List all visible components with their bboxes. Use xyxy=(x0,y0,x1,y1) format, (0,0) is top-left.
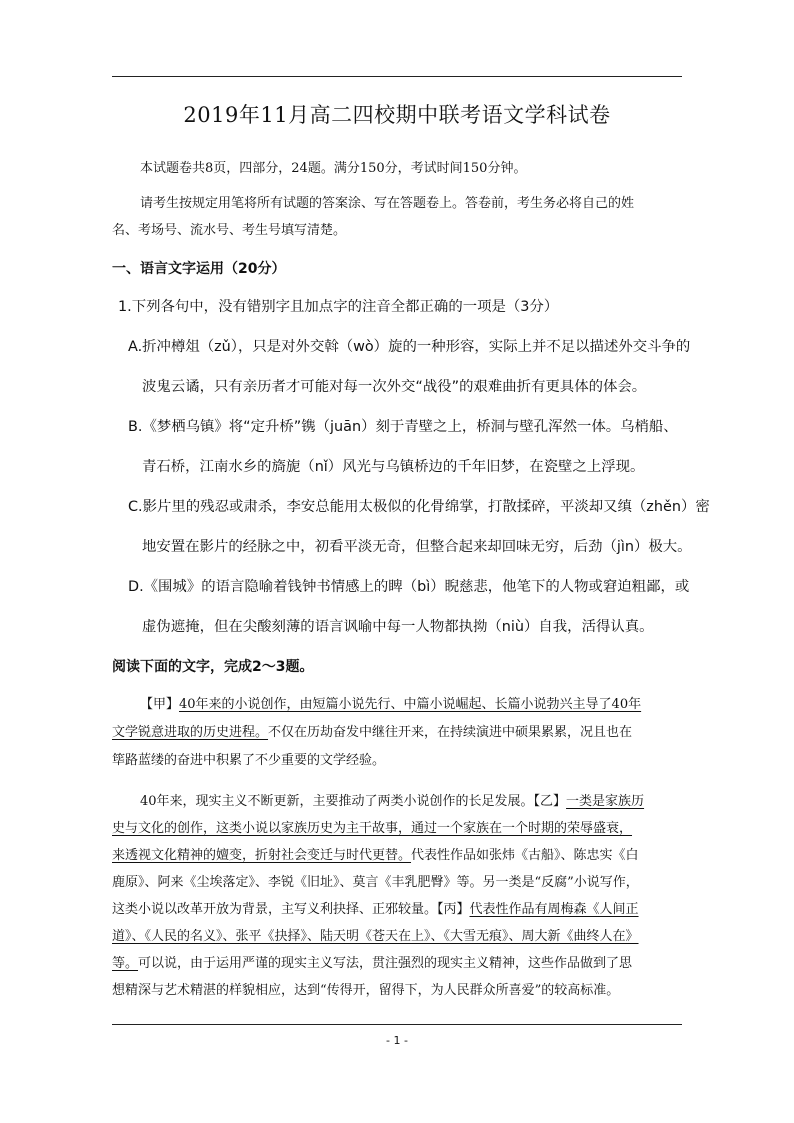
underlined-sentence-jia-end: 文学锐意进取的历史进程。 xyxy=(112,725,269,740)
underlined-sentence-yi: 史与文化的创作，这类小说以家族历史为主干故事，通过一个家族在一个时期的荣辱盛衰， xyxy=(112,821,633,836)
underlined-sentence-yi-end: 来透视文化精神的嬗变，折射社会变迁与时代更替。 xyxy=(112,848,412,863)
passage-line-9 xyxy=(112,925,639,944)
passage-line-10 xyxy=(112,952,632,971)
marker-jia: 【甲】 xyxy=(140,697,180,712)
option-c-line-1: C.影片里的残忍或肃杀，李安总能用太极似的化骨绵掌，打散揉碎，平淡却又缜（zhěn）密 xyxy=(128,499,710,515)
passage-line-11: 想精深与艺术精湛的样貌相应，达到“传得开，留得下，为人民群众所喜爱”的较高标准。 xyxy=(112,983,620,998)
top-rule xyxy=(112,76,682,77)
page-number: - 1 - xyxy=(386,1034,408,1047)
option-a-line-1: A.折冲樽俎（zǔ），只是对外交斡（wò）旋的一种形容，实际上并不足以描述外交斗争的 xyxy=(128,339,691,355)
passage-text: 40年来，现实主义不断更新，主要推动了两类小说创作的长足发展。【乙】 xyxy=(140,794,567,809)
underlined-sentence-bing: 道》、《人民的名义》、张平《抉择》、陆天明《苍天在上》、《大雪无痕》、周大新《曲终人在》 xyxy=(112,929,639,944)
bottom-rule xyxy=(112,1024,682,1025)
passage-line-4 xyxy=(140,790,644,809)
instruction-line-2: 请考生按规定用笔将所有试题的答案涂、写在答题卷上。答卷前，考生务必将自己的姓 xyxy=(140,196,635,211)
option-c-line-2: 地安置在影片的经脉之中，初看平淡无奇，但整合起来却回味无穷，后劲（jìn）极大。 xyxy=(142,539,692,555)
passage-text: 代表性作品如张炜《古船》、陈忠实《白 xyxy=(411,848,639,863)
underlined-sentence-bing-end: 等。 xyxy=(112,956,139,971)
question-1-stem: 1.下列各句中，没有错别字且加点字的注音全都正确的一项是（3分） xyxy=(118,299,559,315)
option-d-line-1: D.《围城》的语言隐喻着钱钟书情感上的睥（bì）睨慈悲，他笔下的人物或窘迫粗鄙，或 xyxy=(128,579,690,595)
passage-line-3: 筚路蓝缕的奋进中积累了不少重要的文学经验。 xyxy=(112,753,386,768)
passage-text: 可以说，由于运用严谨的现实主义写法，贯注强烈的现实主义精神，这些作品做到了思 xyxy=(138,956,633,971)
passage-line-1 xyxy=(140,693,641,712)
passage-text: 不仅在历劫奋发中继往开来，在持续演进中硕果累累，况且也在 xyxy=(268,725,633,740)
passage-line-7: 鹿原》、阿来《尘埃落定》、李锐《旧址》、莫言《丰乳肥臀》等。另一类是“反腐”小说写作， xyxy=(112,875,639,890)
option-b-line-2: 青石桥，江南水乡的旖旎（nǐ）风光与乌镇桥边的千年旧梦，在瓷壁之上浮现。 xyxy=(142,459,645,475)
passage-line-5 xyxy=(112,817,632,836)
instruction-line-1: 本试题卷共8页，四部分，24题。满分150分，考试时间150分钟。 xyxy=(140,161,527,176)
passage-text: 这类小说以改革开放为背景，主写义利抉择、正邪较量。【丙】 xyxy=(112,902,470,917)
exam-title: 2019年11月高二四校期中联考语文学科试卷 xyxy=(183,103,611,127)
passage-line-6 xyxy=(112,844,639,863)
passage-line-8 xyxy=(112,898,639,917)
underlined-sentence-yi: 一类是家族历 xyxy=(566,794,645,809)
underlined-sentence-bing: 代表性作品有周梅森《人间正 xyxy=(469,902,639,917)
option-b-line-1: B.《梦栖乌镇》将“定升桥”镌（juān）刻于青壁之上，桥洞与壁孔浑然一体。乌梢船、 xyxy=(128,419,678,435)
reading-heading: 阅读下面的文字，完成2～3题。 xyxy=(112,659,314,675)
option-a-line-2: 波鬼云谲，只有亲历者才可能对每一次外交“战役”的艰难曲折有更具体的体会。 xyxy=(142,379,647,395)
underlined-sentence-jia: 40年来的小说创作，由短篇小说先行、中篇小说崛起、长篇小说勃兴主导了40年 xyxy=(179,697,642,712)
passage-line-2 xyxy=(112,721,632,740)
section-1-heading: 一、语言文字运用（20分） xyxy=(112,261,286,277)
option-d-line-2: 虚伪遮掩，但在尖酸刻薄的语言讽喻中每一人物都执拗（niù）自我，活得认真。 xyxy=(142,619,654,635)
instruction-line-3: 名、考场号、流水号、考生号填写清楚。 xyxy=(112,223,347,238)
